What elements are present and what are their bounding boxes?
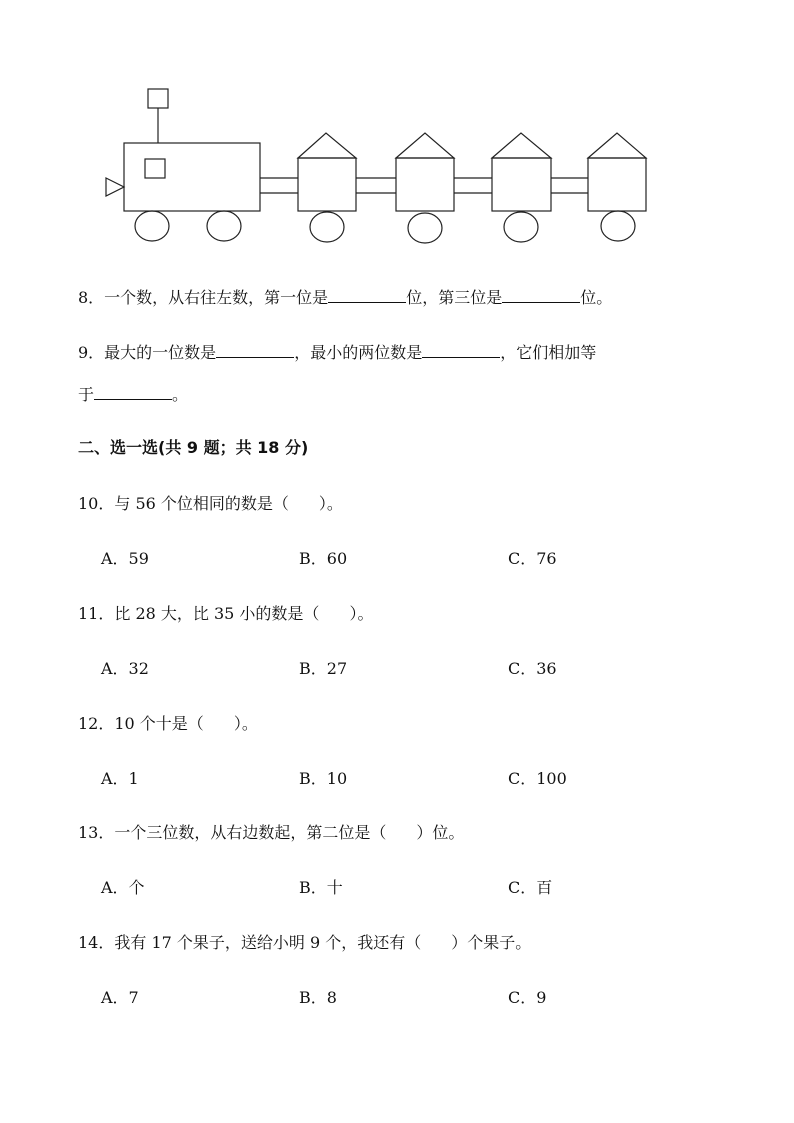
q14-option-b[interactable]: B．8 [299, 988, 337, 1007]
section-heading: 二、选一选(共 9 题；共 18 分) [78, 438, 309, 457]
engine-front [106, 178, 124, 196]
q10-stem-end: ）。 [318, 494, 343, 513]
q9-text-4: 于 [78, 385, 95, 404]
q11-stem-end: ）。 [349, 604, 374, 623]
q13-option-a[interactable]: A．个 [101, 878, 145, 897]
q8-blank-2[interactable] [502, 287, 580, 303]
q14-option-a[interactable]: A．7 [101, 988, 139, 1007]
q12-stem-end: ）。 [233, 714, 258, 733]
question-9-cont [78, 384, 188, 405]
q13-option-b[interactable]: B．十 [299, 878, 343, 897]
q11-stem: 11．比 28 大，比 35 小的数是（ [78, 604, 320, 623]
chimney-box [148, 89, 168, 108]
q8-blank-1[interactable] [328, 287, 406, 303]
q13-stem-end: ）位。 [416, 823, 465, 842]
car-3-roof [492, 133, 551, 158]
car-4-wheel [601, 211, 635, 241]
car-2-wheel [408, 213, 442, 243]
car-4-body [588, 158, 646, 211]
question-11 [78, 604, 373, 624]
q11-option-a[interactable]: A．32 [101, 659, 149, 678]
car-1-roof [298, 133, 356, 158]
q12-option-a[interactable]: A．1 [101, 769, 139, 788]
engine-wheel-1 [135, 211, 169, 241]
q12-option-c[interactable]: C．100 [508, 769, 567, 788]
engine-window [145, 159, 165, 178]
q9-text-1: 9．最大的一位数是 [78, 343, 217, 362]
q10-option-a[interactable]: A．59 [101, 549, 149, 568]
q12-stem: 12．10 个十是（ [78, 714, 204, 733]
question-13 [78, 823, 464, 843]
q9-text-5: 。 [172, 385, 189, 404]
q9-text-2: ，最小的两位数是 [294, 343, 423, 362]
q9-text-3: ，它们相加等 [500, 343, 597, 362]
car-4-roof [588, 133, 646, 158]
question-9 [78, 342, 596, 363]
q9-blank-2[interactable] [422, 342, 500, 358]
q13-stem: 13．一个三位数，从右边数起，第二位是（ [78, 823, 387, 842]
question-8 [78, 287, 612, 308]
q11-option-b[interactable]: B．27 [299, 659, 348, 678]
q14-option-c[interactable]: C．9 [508, 988, 547, 1007]
train-figure [0, 0, 794, 260]
q9-blank-3[interactable] [94, 384, 172, 400]
q13-option-c[interactable]: C．百 [508, 878, 553, 897]
question-12 [78, 714, 258, 734]
question-14 [78, 933, 531, 953]
q9-blank-1[interactable] [216, 342, 294, 358]
car-1-wheel [310, 212, 344, 242]
car-1-body [298, 158, 356, 211]
q8-text-3: 位。 [580, 288, 613, 307]
q8-text-1: 8．一个数，从右往左数，第一位是 [78, 288, 329, 307]
q8-text-2: 位，第三位是 [406, 288, 503, 307]
car-3-body [492, 158, 551, 211]
q10-option-c[interactable]: C．76 [508, 549, 557, 568]
q10-option-b[interactable]: B．60 [299, 549, 348, 568]
engine-body [124, 143, 260, 211]
q10-stem: 10．与 56 个位相同的数是（ [78, 494, 289, 513]
car-3-wheel [504, 212, 538, 242]
car-2-roof [396, 133, 454, 158]
question-10 [78, 494, 343, 514]
car-2-body [396, 158, 454, 211]
q14-stem-end: ）个果子。 [451, 933, 532, 952]
q11-option-c[interactable]: C．36 [508, 659, 557, 678]
engine-wheel-2 [207, 211, 241, 241]
q12-option-b[interactable]: B．10 [299, 769, 348, 788]
q14-stem: 14．我有 17 个果子，送给小明 9 个，我还有（ [78, 933, 422, 952]
